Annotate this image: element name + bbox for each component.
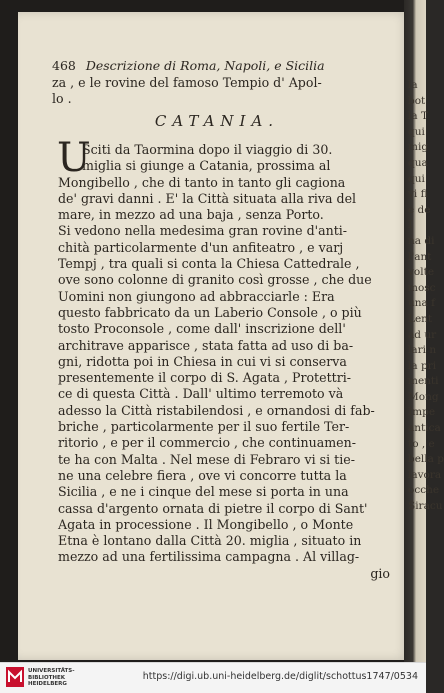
- facing-page-fragment: Mong: [408, 390, 439, 403]
- text-line: briche , particolarmente per il suo fertile Ter-: [58, 419, 350, 435]
- text-line: za , e le rovine del famoso Tempio d' Apol-: [52, 75, 322, 90]
- text-line: te ha con Malta . Nel mese di Febraro vi si tie-: [58, 451, 355, 467]
- text-line: Si vedono nella medesima gran rovine d'anti-: [58, 223, 348, 239]
- page-number: 468: [52, 58, 76, 73]
- facing-page-fragment: Lent: [408, 312, 433, 325]
- source-url-link[interactable]: https://digi.ub.uni-heidelberg.de/diglit/schottus1747/0534: [142, 671, 418, 682]
- text-line: Uomini non giungono ad abbracciarle : Era: [58, 288, 335, 304]
- facing-page-fragment: Impe: [408, 406, 436, 419]
- drop-cap: U: [57, 135, 91, 181]
- facing-page-fragment: na di: [408, 234, 435, 247]
- facing-page-fragment: mig: [408, 141, 429, 154]
- footer-bar: [0, 662, 426, 693]
- facing-page-fragment: qui: [408, 172, 425, 185]
- facing-page-fragment: una f: [408, 297, 436, 310]
- facing-page-fragment: lari n: [408, 344, 437, 357]
- text-line: Sicilia , e ne i cinque del mese si porta in una: [58, 484, 349, 500]
- text-line: ove sono colonne di granito così grosse , che due: [58, 272, 372, 288]
- facing-page-fragment: menti: [408, 375, 439, 388]
- facing-page-fragment: ocche: [408, 484, 440, 497]
- running-head: Descrizione di Roma, Napoli, e Sicilia: [85, 58, 325, 73]
- facing-page-fragment: qui: [408, 125, 425, 138]
- facing-page-text: [408, 78, 444, 515]
- text-line: questo fabbricato da un Laberio Console , o più: [58, 304, 362, 320]
- text-line: Sciti da Taormina dopo il viaggio di 30.: [82, 142, 333, 157]
- facing-page-fragment: e de: [408, 203, 431, 216]
- facing-page-fragment: to , e: [408, 437, 435, 450]
- facing-page-fragment: mosc: [408, 281, 436, 294]
- text-line: Mongibello , che di tanto in tanto gli cagiona: [58, 174, 346, 190]
- facing-page-fragment: vi fi: [408, 188, 428, 201]
- facing-page-fragment: I: [408, 219, 413, 232]
- library-logo-text: UNIVERSITÄTS- BIBLIOTHEK HEIDELBERG: [28, 668, 75, 687]
- facing-page-fragment: volte: [408, 266, 435, 279]
- text-line: Tempj , tra quali si conta la Chiesa Cattedrale ,: [58, 256, 360, 272]
- intro-lines: [52, 75, 392, 107]
- text-line: architrave apparisce , stata fatta ad uso di ba-: [58, 337, 354, 353]
- text-line: gio: [370, 565, 390, 581]
- text-line: adesso la Città ristabilendosi , e ornandosi di fab-: [58, 402, 375, 418]
- facing-page-fragment: Siracu: [408, 500, 443, 513]
- text-line: miglia si giunge a Catania, prossima al: [82, 158, 331, 174]
- facing-page-fragment: la pri: [408, 359, 437, 372]
- facing-page-fragment: ad ur: [408, 328, 437, 341]
- facing-page-fragment: la: [408, 79, 418, 91]
- facing-page-fragment: bot: [408, 94, 426, 107]
- text-line: ritorio , e per il commercio , che continuamen-: [58, 435, 356, 451]
- text-line: lo .: [52, 91, 72, 106]
- text-line: ne una celebre fiera , ove vi concorre tutta la: [58, 467, 347, 483]
- text-line: Agata in processione . Il Mongibello , o Monte: [58, 516, 354, 532]
- facing-page-fragment: l'ant: [408, 250, 432, 263]
- text-line: presentemente il corpo di S. Agata , Protettri-: [58, 370, 351, 386]
- text-line: cassa d'argento ornata di pietre il corpo di Sant': [58, 500, 368, 516]
- facing-page-fragment: lavora: [408, 468, 442, 481]
- text-line: mare, in mezzo ad una baja , senza Porto.: [58, 207, 324, 223]
- text-line: mezzo ad una fertilissima campagna . Al villag-: [58, 549, 360, 565]
- page-header: [52, 58, 392, 73]
- facing-page-fragment: la T: [408, 110, 428, 123]
- facing-page-fragment: qua: [408, 156, 428, 169]
- facing-page-fragment: antica: [408, 422, 441, 435]
- text-line: Etna è lontano dalla Città 20. miglia , situato in: [58, 533, 362, 549]
- facing-page-fragment: bella p: [408, 453, 444, 466]
- text-line: de' gravi danni . E' la Città situata alla riva del: [58, 190, 357, 206]
- text-line: tosto Proconsole , come dall' inscrizione dell': [58, 321, 346, 337]
- text-line: chità particolarmente d'un anfiteatro , e varj: [58, 239, 344, 255]
- text-line: gni, ridotta poi in Chiesa in cui vi si conserva: [58, 353, 347, 369]
- body-text: [58, 142, 390, 582]
- section-title: CATANIA.: [154, 112, 280, 130]
- library-logo-icon: [6, 667, 24, 687]
- text-line: ce di questa Città . Dall' ultimo terremoto và: [58, 386, 344, 402]
